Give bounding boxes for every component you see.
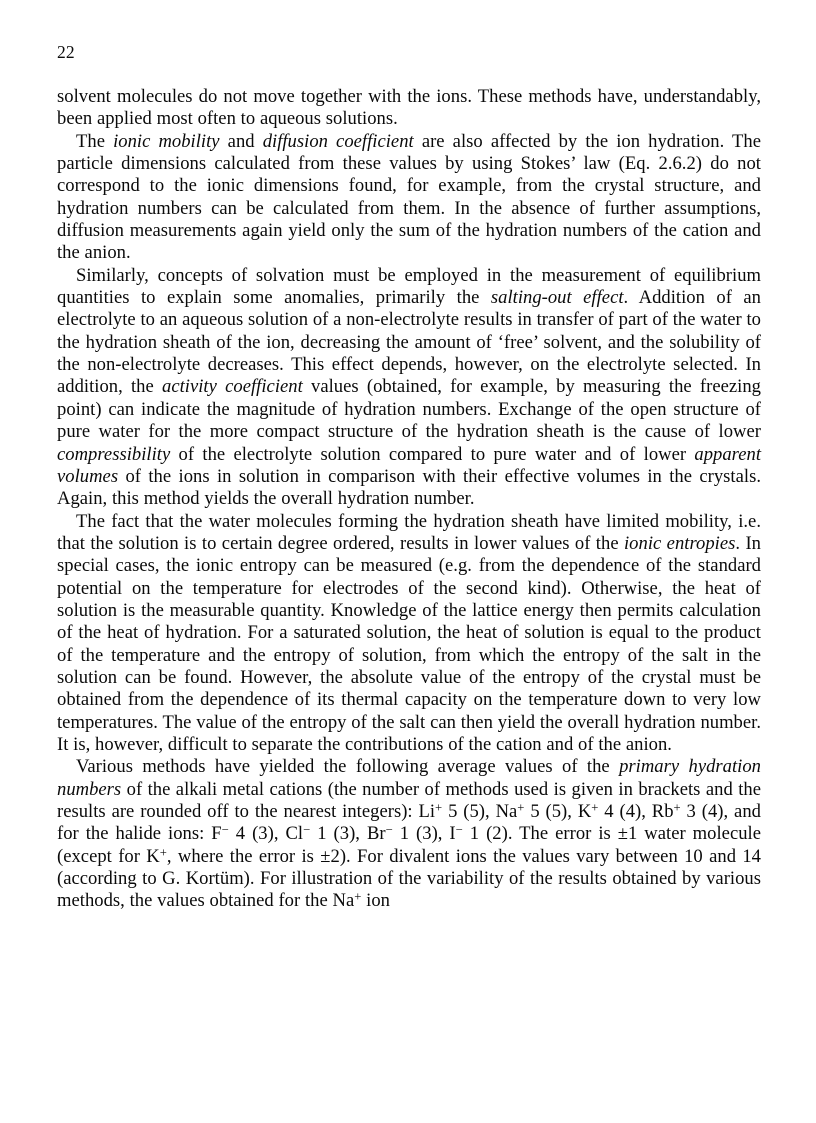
superscript-plus: +	[354, 889, 362, 904]
paragraph-5: Various methods have yielded the following average values of the primary hydration numbers of the alkali metal cations (the number of methods used is given in brackets and the results are rounded off to the nearest integers): Li+ 5 (5), Na+ 5 (5), K+ 4 (4), Rb+ 3 (4), and for the halide ions: F− 4 (3), Cl− 1 (3), Br− 1 (3), I− 1 (2). The error is ±1 water molecule (except for K+, where the error is ±2). For divalent ions the values vary between 10 and 14 (according to G. Kortüm). For illustration of the variability of the results obtained by various methods, the values obtained for the Na+ ion	[57, 756, 761, 912]
superscript-minus: −	[385, 822, 393, 837]
paragraph-2: The ionic mobility and diffusion coefficient are also affected by the ion hydration. The particle dimensions calculated from these values by using Stokes’ law (Eq. 2.6.2) do not correspond to the ionic dimensions found, for example, from the crystal structure, and hydration numbers can be calculated from them. In the absence of further assumptions, diffusion measurements again yield only the sum of the hydration numbers of the cation and the anion.	[57, 130, 761, 264]
superscript-plus: +	[673, 800, 681, 815]
superscript-minus: −	[303, 822, 311, 837]
emphasis-apparent-volumes: apparent volumes	[57, 443, 761, 487]
emphasis-primary-hydration-numbers: primary hydration numbers	[57, 756, 761, 800]
emphasis-ionic-mobility: ionic mobility	[113, 130, 220, 152]
emphasis-ionic-entropies: ionic entropies	[624, 532, 736, 554]
paragraph-3: Similarly, concepts of solvation must be employed in the measurement of equilibrium quantities to explain some anomalies, primarily the salting-out effect. Addition of an electrolyte to an aqueous solution of a non-electrolyte results in transfer of part of the water to the hydration sheath of the ion, decreasing the amount of ‘free’ solvent, and the solubility of the non-electrolyte decreases. This effect depends, however, on the electrolyte selected. In addition, the activity coefficient values (obtained, for example, by measuring the freezing point) can indicate the magnitude of hydration numbers. Exchange of the open structure of pure water for the more compact structure of the hydration sheath is the cause of lower compressibility of the electrolyte solution compared to pure water and of lower apparent volumes of the ions in solution in comparison with their effective volumes in the crystals. Again, this method yields the overall hydration number.	[57, 264, 761, 510]
paragraph-1: solvent molecules do not move together with the ions. These methods have, understandably, been applied most often to aqueous solutions.	[57, 86, 761, 130]
superscript-plus: +	[435, 800, 443, 815]
emphasis-salting-out-effect: salting-out effect	[490, 287, 624, 309]
superscript-minus: −	[455, 822, 463, 837]
emphasis-diffusion-coefficient: diffusion coefficient	[262, 130, 414, 152]
paragraph-4: The fact that the water molecules forming the hydration sheath have limited mobility, i.e. that the solution is to certain degree ordered, results in lower values of the ionic entropies. In special cases, the ionic entropy can be measured (e.g. from the dependence of the standard potential on the temperature for electrodes of the second kind). Otherwise, the heat of solution is the measurable quantity. Knowledge of the lattice energy then permits calculation of the heat of hydration. For a saturated solution, the heat of solution is equal to the product of the temperature and the entropy of solution, from which the entropy of the salt in the solution can be found. However, the absolute value of the entropy of the crystal must be obtained from the dependence of its thermal capacity on the temperature down to very low temperatures. The value of the entropy of the salt can then yield the overall hydration number. It is, however, difficult to separate the contributions of the cation and of the anion.	[57, 510, 761, 755]
emphasis-activity-coefficient: activity coefficient	[162, 376, 303, 398]
superscript-plus: +	[517, 800, 525, 815]
superscript-plus: +	[159, 845, 167, 859]
body-text-block	[57, 86, 761, 913]
page-number: 22	[57, 42, 75, 62]
emphasis-compressibility: compressibility	[57, 443, 171, 465]
superscript-plus: +	[591, 800, 599, 815]
superscript-minus: −	[221, 822, 229, 837]
